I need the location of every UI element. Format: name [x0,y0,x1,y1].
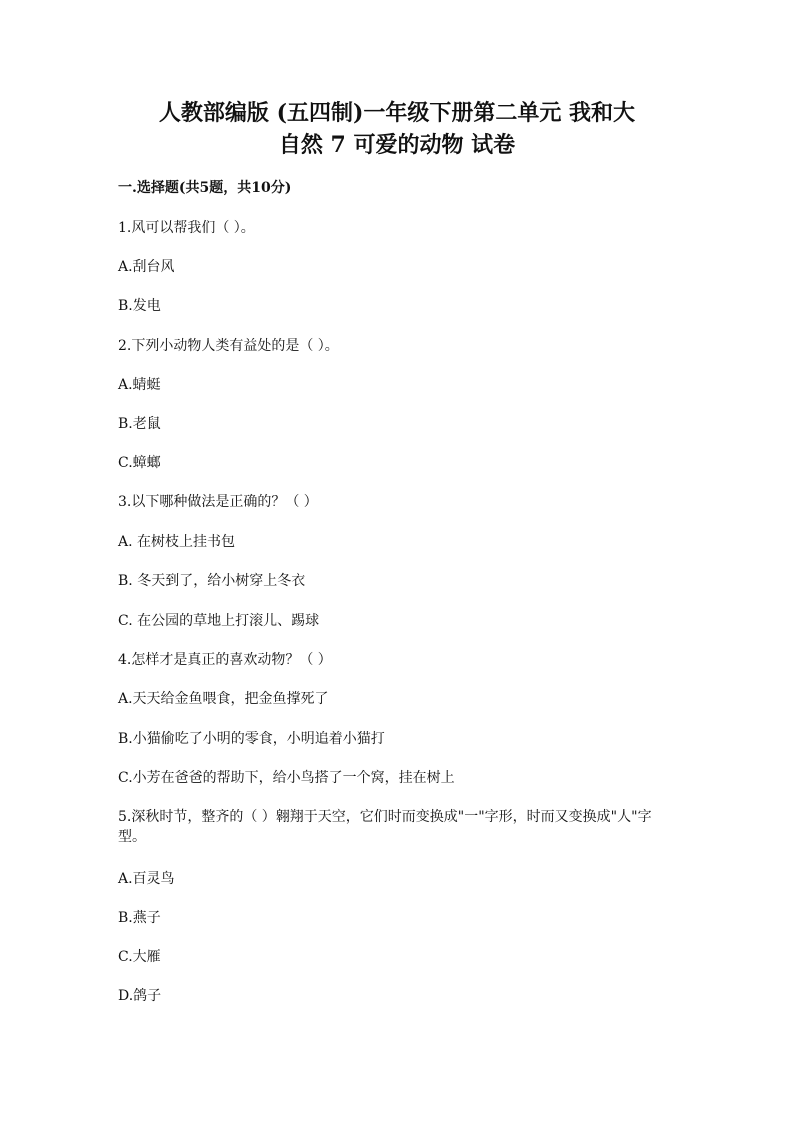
question-3-option-c: C. 在公园的草地上打滚儿、踢球 [118,613,320,629]
question-4-option-c: C.小芳在爸爸的帮助下，给小鸟搭了一个窝，挂在树上 [118,770,455,786]
question-5-stem: 5.深秋时节，整齐的（ ）翱翔于天空，它们时而变换成"一"字形，时而又变换成"人"字型。 [118,809,652,845]
question-5-option-c: C.大雁 [118,949,161,965]
page-title-line-2: 自然 7 可爱的动物 试卷 [278,132,516,158]
question-1-stem: 1.风可以帮我们（ ）。 [118,220,255,236]
question-1-option-b: B.发电 [118,298,161,314]
question-2-option-c: C.蟑螂 [118,455,161,471]
question-4-option-b: B.小猫偷吃了小明的零食，小明追着小猫打 [118,731,385,747]
question-3-option-b: B. 冬天到了，给小树穿上冬衣 [118,573,306,589]
question-4-stem: 4.怎样才是真正的喜欢动物？（ ） [118,652,332,668]
question-2-option-a: A.蜻蜓 [118,377,161,393]
question-5-option-a: A.百灵鸟 [118,871,175,887]
question-3-stem: 3.以下哪种做法是正确的？（ ） [118,494,318,510]
question-5-option-d: D.鸽子 [118,988,162,1004]
question-2-option-b: B.老鼠 [118,416,161,432]
question-5-option-b: B.燕子 [118,910,161,926]
page-title-line-1: 人教部编版 (五四制)一年级下册第二单元 我和大 [158,100,636,126]
question-2-stem: 2.下列小动物人类有益处的是（ ）。 [118,338,339,354]
question-4-option-a: A.天天给金鱼喂食，把金鱼撑死了 [118,691,329,707]
question-1-option-a: A.刮台风 [118,259,175,275]
question-3-option-a: A. 在树枝上挂书包 [118,534,236,550]
section-header: 一.选择题(共5题，共10分) [118,180,292,196]
